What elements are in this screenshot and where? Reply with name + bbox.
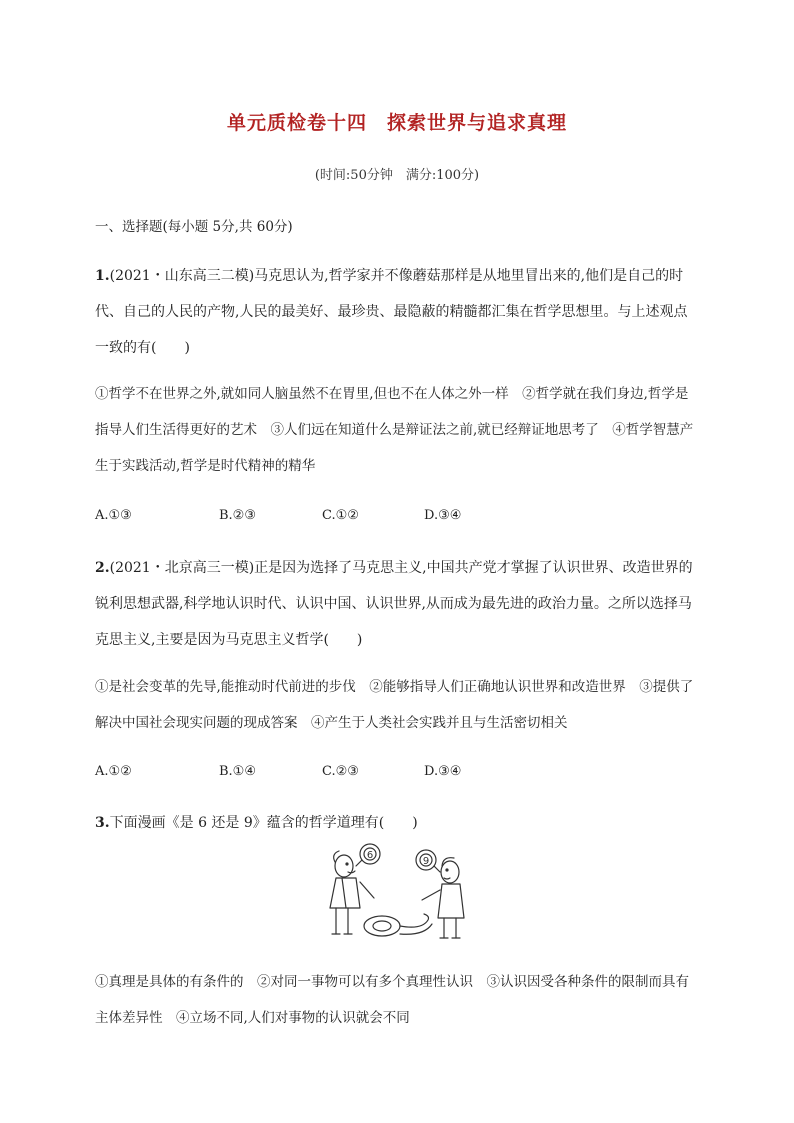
choice-a[interactable]: A.①③	[95, 508, 132, 523]
question-2-stem	[95, 550, 695, 658]
floor-number-figure	[364, 914, 432, 936]
question-1-stem	[95, 258, 695, 366]
choice-c[interactable]: C.①②	[322, 508, 359, 523]
choice-b[interactable]: B.①④	[219, 764, 256, 779]
choice-c[interactable]: C.②③	[322, 764, 359, 779]
left-bubble-digit: 6	[366, 850, 374, 861]
question-1-statements: ①哲学不在世界之外,就如同人脑虽然不在胃里,但也不在人体之外一样 ②哲学就在我们身边,哲学是指导人们生活得更好的艺术 ③人们远在知道什么是辩证法之前,就已经辩证地思考了 ④哲学智慧产生于实践活动,哲学是时代精神的精华	[95, 386, 694, 474]
question-number: 2.	[95, 560, 110, 576]
section-heading: 一、选择题(每小题 5分,共 60分)	[95, 219, 293, 235]
question-3-statements: ①真理是具体的有条件的 ②对同一事物可以有多个真理性认识 ③认识因受各种条件的限制而具有主体差异性 ④立场不同,人们对事物的认识就会不同	[95, 974, 689, 1026]
question-3-stem	[95, 805, 695, 841]
floor-digit: 6	[381, 842, 383, 843]
question-text: (2021・山东高三二模)马克思认为,哲学家并不像蘑菇那样是从地里冒出来的,他们是自己的时代、自己的人民的产物,人民的最美好、最珍贵、最隐蔽的精髓都汇集在哲学思想里。与上述观点一致的有( )	[95, 268, 688, 356]
question-text: (2021・北京高三一模)正是因为选择了马克思主义,中国共产党才掌握了认识世界、改造世界的锐利思想武器,科学地认识时代、认识中国、认识世界,从而成为最先进的政治力量。之所以选择马克思主义,主要是因为马克思主义哲学( )	[95, 560, 693, 648]
right-bubble-digit: 9	[422, 856, 430, 867]
choice-d[interactable]: D.③④	[424, 508, 462, 523]
choice-d[interactable]: D.③④	[424, 764, 462, 779]
exam-time-info: (时间:50分钟 满分:100分)	[314, 168, 480, 183]
choice-b[interactable]: B.②③	[219, 508, 256, 523]
question-text: 下面漫画《是 6 还是 9》蕴含的哲学道理有( )	[109, 815, 418, 831]
question-number: 1.	[95, 268, 110, 284]
page-title: 单元质检卷十四 探索世界与追求真理	[226, 112, 567, 134]
question-number: 3.	[95, 815, 110, 831]
cartoon-6-or-9	[322, 842, 474, 946]
question-2-statements: ①是社会变革的先导,能推动时代前进的步伐 ②能够指导人们正确地认识世界和改造世界 ③提供了解决中国社会现实问题的现成答案 ④产生于人类社会实践并且与生活密切相关	[95, 679, 694, 731]
choice-a[interactable]: A.①②	[95, 764, 132, 779]
